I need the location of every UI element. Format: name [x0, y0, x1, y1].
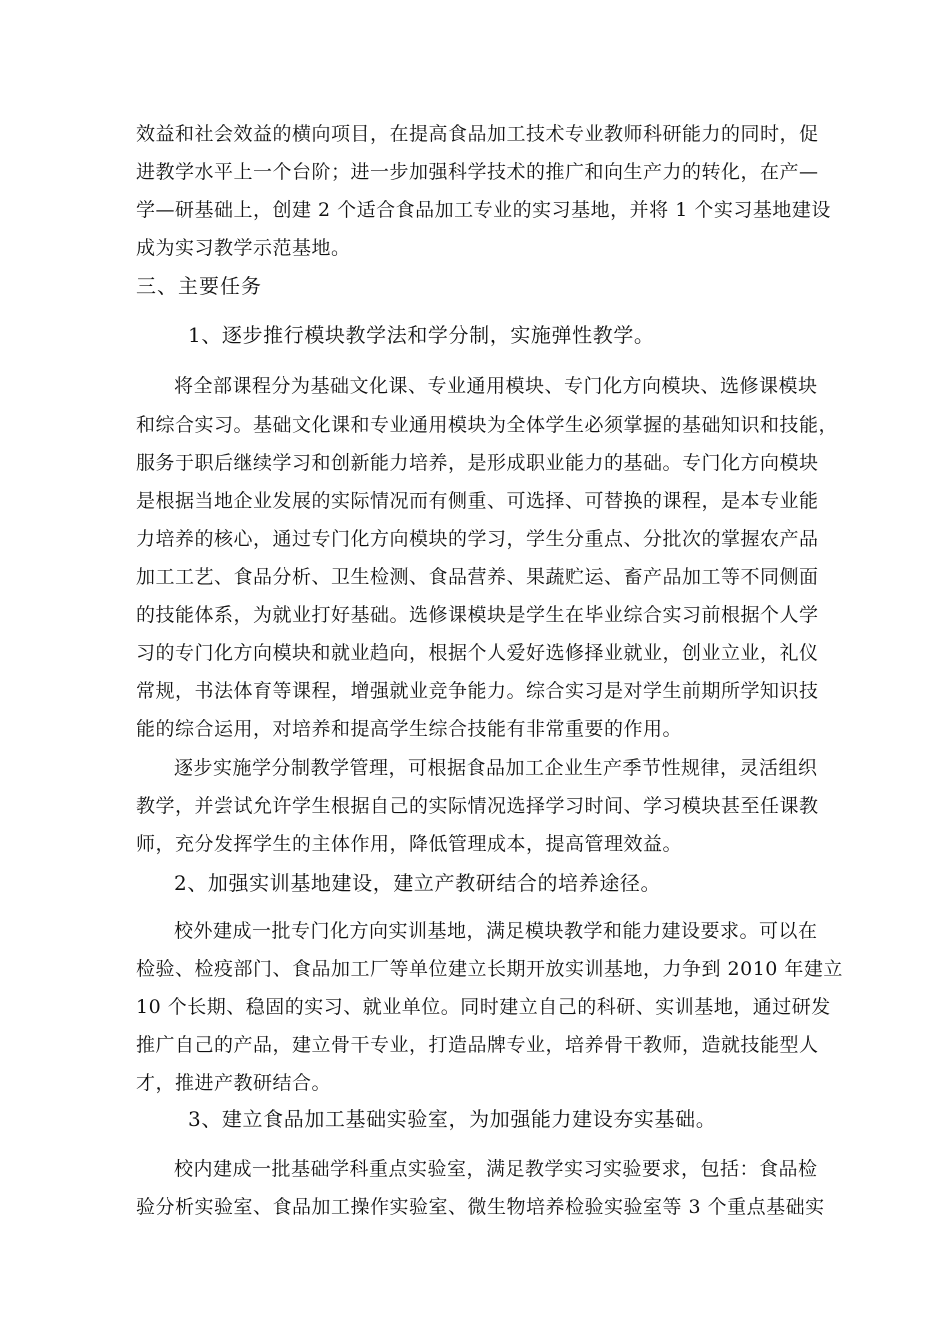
text-line: 进教学水平上一个台阶；进一步加强科学技术的推广和向生产力的转化，在产— [136, 161, 819, 183]
text-line: 逐步实施学分制教学管理，可根据食品加工企业生产季节性规律，灵活组织 [174, 757, 818, 779]
text-line: 服务于职后继续学习和创新能力培养，是形成职业能力的基础。专门化方向模块 [136, 452, 819, 474]
section-heading: 三、主要任务 [136, 274, 262, 298]
text-line: 才，推进产教研结合。 [136, 1072, 332, 1094]
text-line: 能的综合运用，对培养和提高学生综合技能有非常重要的作用。 [136, 718, 683, 740]
text-line: 校内建成一批基础学科重点实验室，满足教学实习实验要求，包括：食品检 [174, 1158, 818, 1180]
text-line: 成为实习教学示范基地。 [136, 237, 351, 259]
text-line: 校外建成一批专门化方向实训基地，满足模块教学和能力建设要求。可以在 [174, 920, 818, 942]
text-line: 和综合实习。基础文化课和专业通用模块为全体学生必须掌握的基础知识和技能， [136, 414, 839, 436]
text-line: 师，充分发挥学生的主体作用，降低管理成本，提高管理效益。 [136, 833, 683, 855]
text-line: 10 个长期、稳固的实习、就业单位。同时建立自己的科研、实训基地，通过研发 [136, 996, 831, 1018]
task-1-heading: 1、逐步推行模块教学法和学分制，实施弹性教学。 [188, 323, 655, 347]
text-line: 将全部课程分为基础文化课、专业通用模块、专门化方向模块、选修课模块 [174, 375, 818, 397]
text-line: 效益和社会效益的横向项目，在提高食品加工技术专业教师科研能力的同时，促 [136, 123, 819, 145]
text-line: 教学，并尝试允许学生根据自己的实际情况选择学习时间、学习模块甚至任课教 [136, 795, 819, 817]
text-line: 常规，书法体育等课程，增强就业竞争能力。综合实习是对学生前期所学知识技 [136, 680, 819, 702]
task-3-heading: 3、建立食品加工基础实验室，为加强能力建设夯实基础。 [188, 1107, 717, 1131]
text-line: 习的专门化方向模块和就业趋向，根据个人爱好选修择业就业，创业立业，礼仪 [136, 642, 819, 664]
text-line: 加工工艺、食品分析、卫生检测、食品营养、果蔬贮运、畜产品加工等不同侧面 [136, 566, 819, 588]
text-line: 力培养的核心，通过专门化方向模块的学习，学生分重点、分批次的掌握农产品 [136, 528, 819, 550]
task-2-heading: 2、加强实训基地建设，建立产教研结合的培养途径。 [174, 871, 662, 895]
text-line: 是根据当地企业发展的实际情况而有侧重、可选择、可替换的课程，是本专业能 [136, 490, 819, 512]
text-line: 的技能体系，为就业打好基础。选修课模块是学生在毕业综合实习前根据个人学 [136, 604, 819, 626]
text-line: 学—研基础上，创建 2 个适合食品加工专业的实习基地，并将 1 个实习基地建设 [136, 199, 831, 221]
text-line: 检验、检疫部门、食品加工厂等单位建立长期开放实训基地，力争到 2010 年建立 [136, 958, 843, 980]
text-line: 验分析实验室、食品加工操作实验室、微生物培养检验实验室等 3 个重点基础实 [136, 1196, 825, 1218]
text-line: 推广自己的产品，建立骨干专业，打造品牌专业，培养骨干教师，造就技能型人 [136, 1034, 819, 1056]
